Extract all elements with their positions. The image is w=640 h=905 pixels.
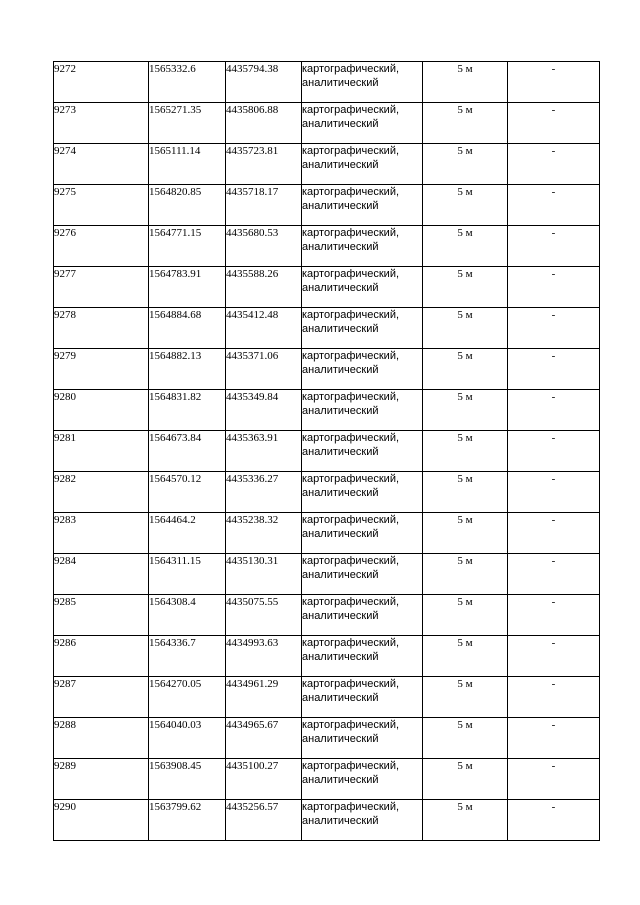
note-cell: - <box>508 62 600 103</box>
method-cell: картографический, аналитический <box>302 308 423 349</box>
note-cell: - <box>508 800 600 841</box>
x-coordinate-cell: 1563799.62 <box>149 800 226 841</box>
note-cell: - <box>508 349 600 390</box>
method-cell: картографический, аналитический <box>302 554 423 595</box>
note-cell: - <box>508 185 600 226</box>
note-cell: - <box>508 718 600 759</box>
table-row <box>54 62 600 103</box>
y-coordinate-cell: 4435238.32 <box>226 513 302 554</box>
accuracy-cell: 5 м <box>423 144 508 185</box>
y-coordinate-cell: 4435130.31 <box>226 554 302 595</box>
x-coordinate-cell: 1564270.05 <box>149 677 226 718</box>
point-number-cell: 9274 <box>54 144 149 185</box>
note-cell: - <box>508 226 600 267</box>
method-cell: картографический, аналитический <box>302 595 423 636</box>
x-coordinate-cell: 1565332.6 <box>149 62 226 103</box>
y-coordinate-cell: 4435100.27 <box>226 759 302 800</box>
method-cell: картографический, аналитический <box>302 267 423 308</box>
y-coordinate-cell: 4435363.91 <box>226 431 302 472</box>
method-cell: картографический, аналитический <box>302 759 423 800</box>
y-coordinate-cell: 4435806.88 <box>226 103 302 144</box>
x-coordinate-cell: 1564831.82 <box>149 390 226 431</box>
point-number-cell: 9285 <box>54 595 149 636</box>
method-cell: картографический, аналитический <box>302 226 423 267</box>
method-cell: картографический, аналитический <box>302 349 423 390</box>
x-coordinate-cell: 1564882.13 <box>149 349 226 390</box>
accuracy-cell: 5 м <box>423 349 508 390</box>
note-cell: - <box>508 144 600 185</box>
method-cell: картографический, аналитический <box>302 103 423 144</box>
x-coordinate-cell: 1563908.45 <box>149 759 226 800</box>
note-cell: - <box>508 308 600 349</box>
y-coordinate-cell: 4434993.63 <box>226 636 302 677</box>
y-coordinate-cell: 4435075.55 <box>226 595 302 636</box>
x-coordinate-cell: 1564673.84 <box>149 431 226 472</box>
note-cell: - <box>508 554 600 595</box>
note-cell: - <box>508 472 600 513</box>
y-coordinate-cell: 4435256.57 <box>226 800 302 841</box>
y-coordinate-cell: 4435723.81 <box>226 144 302 185</box>
y-coordinate-cell: 4434965.67 <box>226 718 302 759</box>
y-coordinate-cell: 4435336.27 <box>226 472 302 513</box>
note-cell: - <box>508 759 600 800</box>
method-cell: картографический, аналитический <box>302 431 423 472</box>
note-cell: - <box>508 595 600 636</box>
x-coordinate-cell: 1564040.03 <box>149 718 226 759</box>
y-coordinate-cell: 4435371.06 <box>226 349 302 390</box>
point-number-cell: 9272 <box>54 62 149 103</box>
y-coordinate-cell: 4434961.29 <box>226 677 302 718</box>
table-row <box>54 554 600 595</box>
point-number-cell: 9289 <box>54 759 149 800</box>
accuracy-cell: 5 м <box>423 554 508 595</box>
point-number-cell: 9284 <box>54 554 149 595</box>
point-number-cell: 9283 <box>54 513 149 554</box>
table-row <box>54 431 600 472</box>
table-row <box>54 390 600 431</box>
table-row <box>54 800 600 841</box>
accuracy-cell: 5 м <box>423 472 508 513</box>
accuracy-cell: 5 м <box>423 390 508 431</box>
accuracy-cell: 5 м <box>423 636 508 677</box>
y-coordinate-cell: 4435349.84 <box>226 390 302 431</box>
x-coordinate-cell: 1564771.15 <box>149 226 226 267</box>
point-number-cell: 9290 <box>54 800 149 841</box>
table-row <box>54 103 600 144</box>
note-cell: - <box>508 636 600 677</box>
accuracy-cell: 5 м <box>423 62 508 103</box>
accuracy-cell: 5 м <box>423 103 508 144</box>
table-body <box>54 62 600 841</box>
x-coordinate-cell: 1564884.68 <box>149 308 226 349</box>
note-cell: - <box>508 431 600 472</box>
point-number-cell: 9276 <box>54 226 149 267</box>
y-coordinate-cell: 4435680.53 <box>226 226 302 267</box>
method-cell: картографический, аналитический <box>302 185 423 226</box>
x-coordinate-cell: 1565271.35 <box>149 103 226 144</box>
table-row <box>54 677 600 718</box>
table-row <box>54 595 600 636</box>
point-number-cell: 9273 <box>54 103 149 144</box>
accuracy-cell: 5 м <box>423 267 508 308</box>
accuracy-cell: 5 м <box>423 677 508 718</box>
point-number-cell: 9277 <box>54 267 149 308</box>
method-cell: картографический, аналитический <box>302 718 423 759</box>
x-coordinate-cell: 1564311.15 <box>149 554 226 595</box>
point-number-cell: 9288 <box>54 718 149 759</box>
point-number-cell: 9280 <box>54 390 149 431</box>
method-cell: картографический, аналитический <box>302 636 423 677</box>
method-cell: картографический, аналитический <box>302 800 423 841</box>
method-cell: картографический, аналитический <box>302 390 423 431</box>
accuracy-cell: 5 м <box>423 595 508 636</box>
note-cell: - <box>508 103 600 144</box>
accuracy-cell: 5 м <box>423 759 508 800</box>
note-cell: - <box>508 513 600 554</box>
y-coordinate-cell: 4435412.48 <box>226 308 302 349</box>
y-coordinate-cell: 4435588.26 <box>226 267 302 308</box>
table-row <box>54 472 600 513</box>
table-row <box>54 636 600 677</box>
accuracy-cell: 5 м <box>423 308 508 349</box>
table-row <box>54 308 600 349</box>
accuracy-cell: 5 м <box>423 226 508 267</box>
y-coordinate-cell: 4435718.17 <box>226 185 302 226</box>
table-row <box>54 144 600 185</box>
table-row <box>54 759 600 800</box>
table-row <box>54 267 600 308</box>
method-cell: картографический, аналитический <box>302 472 423 513</box>
x-coordinate-cell: 1564783.91 <box>149 267 226 308</box>
note-cell: - <box>508 267 600 308</box>
coordinates-table <box>53 61 600 841</box>
table-row <box>54 349 600 390</box>
x-coordinate-cell: 1565111.14 <box>149 144 226 185</box>
method-cell: картографический, аналитический <box>302 62 423 103</box>
point-number-cell: 9287 <box>54 677 149 718</box>
point-number-cell: 9286 <box>54 636 149 677</box>
method-cell: картографический, аналитический <box>302 144 423 185</box>
point-number-cell: 9282 <box>54 472 149 513</box>
x-coordinate-cell: 1564464.2 <box>149 513 226 554</box>
accuracy-cell: 5 м <box>423 718 508 759</box>
accuracy-cell: 5 м <box>423 513 508 554</box>
accuracy-cell: 5 м <box>423 800 508 841</box>
accuracy-cell: 5 м <box>423 185 508 226</box>
table-row <box>54 513 600 554</box>
table-row <box>54 226 600 267</box>
table-row <box>54 718 600 759</box>
accuracy-cell: 5 м <box>423 431 508 472</box>
table-row <box>54 185 600 226</box>
x-coordinate-cell: 1564336.7 <box>149 636 226 677</box>
point-number-cell: 9275 <box>54 185 149 226</box>
note-cell: - <box>508 677 600 718</box>
x-coordinate-cell: 1564570.12 <box>149 472 226 513</box>
method-cell: картографический, аналитический <box>302 513 423 554</box>
point-number-cell: 9281 <box>54 431 149 472</box>
y-coordinate-cell: 4435794.38 <box>226 62 302 103</box>
note-cell: - <box>508 390 600 431</box>
x-coordinate-cell: 1564308.4 <box>149 595 226 636</box>
method-cell: картографический, аналитический <box>302 677 423 718</box>
point-number-cell: 9279 <box>54 349 149 390</box>
x-coordinate-cell: 1564820.85 <box>149 185 226 226</box>
point-number-cell: 9278 <box>54 308 149 349</box>
